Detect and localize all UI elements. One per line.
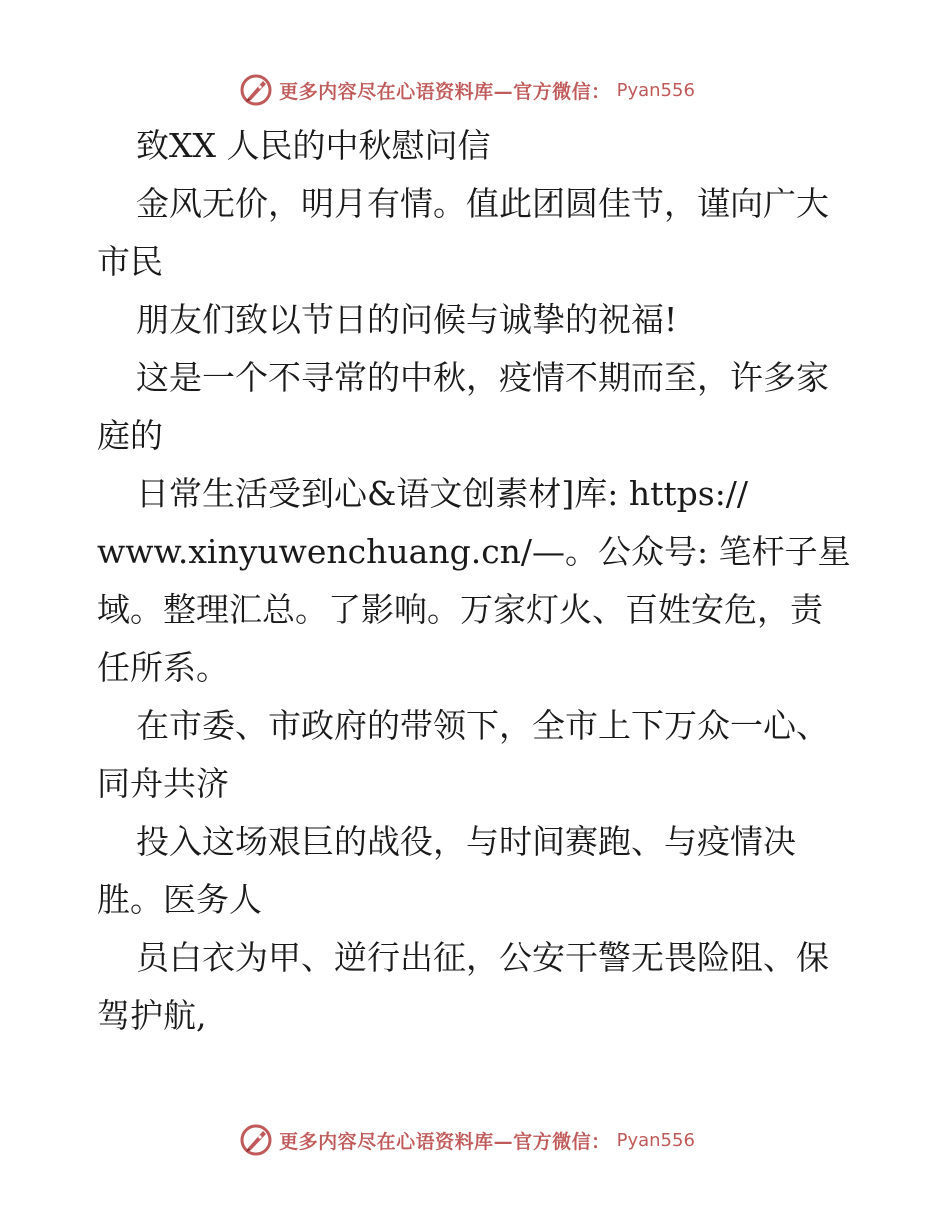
- document-line: 在市委、市政府的带领下，全市上下万众一心、: [136, 706, 829, 745]
- banner-title: 更多内容尽在心语资料库—官方微信：: [279, 1130, 611, 1153]
- document-line: www.xinyuwenchuang.cn/—。公众号: 笔杆子星: [97, 532, 851, 571]
- header-banner: [0, 70, 950, 110]
- document-line: 致XX 人民的中秋慰问信: [136, 126, 491, 165]
- banner-wechat-id: Pyan556: [616, 79, 695, 101]
- footer-banner: [0, 1120, 950, 1160]
- document-line: 庭的: [97, 416, 163, 455]
- quill-pen-logo-icon: [239, 1123, 273, 1157]
- document-line: 同舟共济: [97, 764, 229, 803]
- document-line: 驾护航,: [97, 996, 207, 1035]
- document-line: 任所系。: [97, 648, 229, 687]
- footer-banner-inner: [239, 1123, 695, 1157]
- document-line: 投入这场艰巨的战役，与时间赛跑、与疫情决: [136, 822, 796, 861]
- document-line: 金风无价，明月有情。值此团圆佳节，谨向广大: [136, 184, 829, 223]
- document-line: 日常生活受到心&语文创素材]库: https://: [136, 474, 749, 513]
- document-line: 域。整理汇总。了影响。万家灯火、百姓安危，责: [97, 590, 823, 629]
- quill-pen-logo-icon: [239, 73, 273, 107]
- banner-title: 更多内容尽在心语资料库—官方微信：: [279, 80, 611, 103]
- banner-wechat-id: Pyan556: [616, 1129, 695, 1151]
- document-line: 员白衣为甲、逆行出征，公安干警无畏险阻、保: [136, 938, 829, 977]
- document-line: 胜。医务人: [97, 880, 262, 919]
- document-body: [97, 117, 867, 1045]
- document-line: 市民: [97, 242, 163, 281]
- header-banner-inner: [239, 73, 695, 107]
- document-line: 朋友们致以节日的问候与诚挚的祝福!: [136, 300, 678, 339]
- document-line: 这是一个不寻常的中秋，疫情不期而至，许多家: [136, 358, 829, 397]
